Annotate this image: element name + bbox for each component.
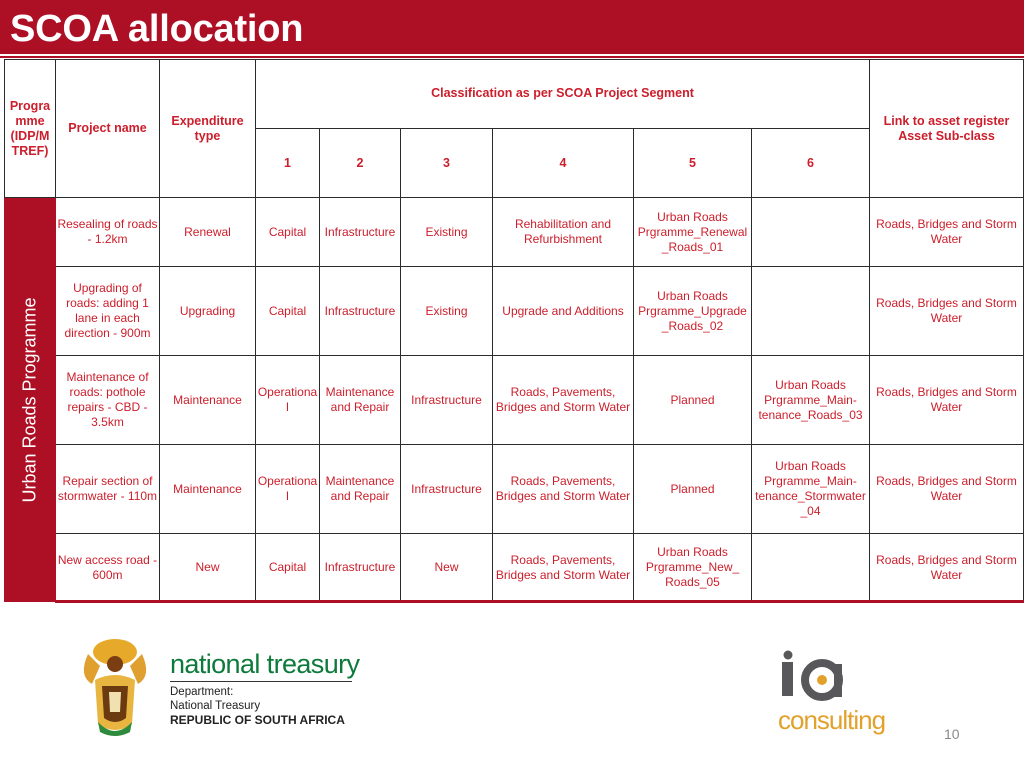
segment-3-header: 3 (401, 129, 493, 198)
header-project-name: Project name (56, 60, 160, 198)
table-row (5, 445, 1024, 534)
segment-4-cell: Roads, Pavements, Bridges and Storm Water (493, 356, 634, 445)
segment-6-cell: Urban Roads Prgramme_Main- tenance_Stormwater _04 (752, 445, 870, 534)
table-bottom-rule (55, 600, 1024, 603)
header-asset-link: Link to asset register Asset Sub-class (870, 60, 1024, 198)
table-row (5, 534, 1024, 602)
segment-1-cell: Capital (256, 198, 320, 267)
project-name-cell: Repair section of stormwater - 110m (56, 445, 160, 534)
segment-6-cell (752, 534, 870, 602)
segment-6-cell: Urban Roads Prgramme_Main- tenance_Roads_03 (752, 356, 870, 445)
table-row (5, 198, 1024, 267)
segment-3-cell: Existing (401, 267, 493, 356)
table-row (5, 356, 1024, 445)
expenditure-type-cell: Renewal (160, 198, 256, 267)
segment-3-cell: Existing (401, 198, 493, 267)
segment-4-header: 4 (493, 129, 634, 198)
ia-consulting-logo (778, 650, 888, 736)
expenditure-type-cell: Maintenance (160, 356, 256, 445)
segment-5-cell: Planned (634, 356, 752, 445)
segment-1-cell: Capital (256, 267, 320, 356)
department-label: Department: (170, 686, 234, 698)
national-treasury-wordmark: national treasury (170, 649, 360, 679)
programme-band (5, 198, 56, 602)
expenditure-type-cell: Maintenance (160, 445, 256, 534)
page-title: SCOA allocation (10, 8, 304, 50)
asset-link-cell: Roads, Bridges and Storm Water (870, 534, 1024, 602)
coat-of-arms-logo (78, 636, 152, 740)
segment-4-cell: Upgrade and Additions (493, 267, 634, 356)
title-bar (0, 0, 1024, 54)
segment-5-header: 5 (634, 129, 752, 198)
segment-5-cell: Urban Roads Prgramme_Upgrade _Roads_02 (634, 267, 752, 356)
segment-2-cell: Infrastructure (320, 534, 401, 602)
header-row (5, 60, 1024, 129)
national-treasury-logo (170, 650, 359, 728)
project-name-cell: New access road - 600m (56, 534, 160, 602)
segment-5-cell: Urban Roads Prgramme_New_ Roads_05 (634, 534, 752, 602)
header-programme: Progra mme (IDP/M TREF) (5, 60, 56, 198)
segment-1-cell: Capital (256, 534, 320, 602)
department-name: National Treasury (170, 700, 261, 712)
segment-1-cell: Operationa l (256, 356, 320, 445)
segment-1-header: 1 (256, 129, 320, 198)
segment-3-cell: Infrastructure (401, 445, 493, 534)
segment-2-header: 2 (320, 129, 401, 198)
svg-text:consulting: consulting (778, 705, 886, 735)
asset-link-cell: Roads, Bridges and Storm Water (870, 267, 1024, 356)
header-expenditure-type: Expenditure type (160, 60, 256, 198)
segment-6-header: 6 (752, 129, 870, 198)
segment-4-cell: Roads, Pavements, Bridges and Storm Water (493, 445, 634, 534)
project-name-cell: Upgrading of roads: adding 1 lane in each direction - 900m (56, 267, 160, 356)
country-name: REPUBLIC OF SOUTH AFRICA (170, 713, 345, 727)
segment-2-cell: Infrastructure (320, 267, 401, 356)
expenditure-type-cell: New (160, 534, 256, 602)
page-number: 10 (944, 726, 960, 742)
segment-2-cell: Maintenance and Repair (320, 445, 401, 534)
project-name-cell: Maintenance of roads: pothole repairs - CBD - 3.5km (56, 356, 160, 445)
segment-5-cell: Urban Roads Prgramme_Renewal _Roads_01 (634, 198, 752, 267)
segment-4-cell: Rehabilitation and Refurbishment (493, 198, 634, 267)
asset-link-cell: Roads, Bridges and Storm Water (870, 198, 1024, 267)
segment-6-cell (752, 198, 870, 267)
table-row (5, 267, 1024, 356)
project-name-cell: Resealing of roads - 1.2km (56, 198, 160, 267)
header-classification: Classification as per SCOA Project Segment (256, 60, 870, 129)
segment-6-cell (752, 267, 870, 356)
asset-link-cell: Roads, Bridges and Storm Water (870, 356, 1024, 445)
segment-3-cell: New (401, 534, 493, 602)
expenditure-type-cell: Upgrading (160, 267, 256, 356)
segment-2-cell: Maintenance and Repair (320, 356, 401, 445)
programme-label: Urban Roads Programme (19, 296, 40, 503)
segment-4-cell: Roads, Pavements, Bridges and Storm Water (493, 534, 634, 602)
segment-1-cell: Operationa l (256, 445, 320, 534)
segment-3-cell: Infrastructure (401, 356, 493, 445)
segment-5-cell: Planned (634, 445, 752, 534)
asset-link-cell: Roads, Bridges and Storm Water (870, 445, 1024, 534)
logo-divider (170, 681, 352, 682)
title-divider (0, 56, 1024, 58)
segment-2-cell: Infrastructure (320, 198, 401, 267)
scoa-allocation-table (4, 59, 1024, 602)
